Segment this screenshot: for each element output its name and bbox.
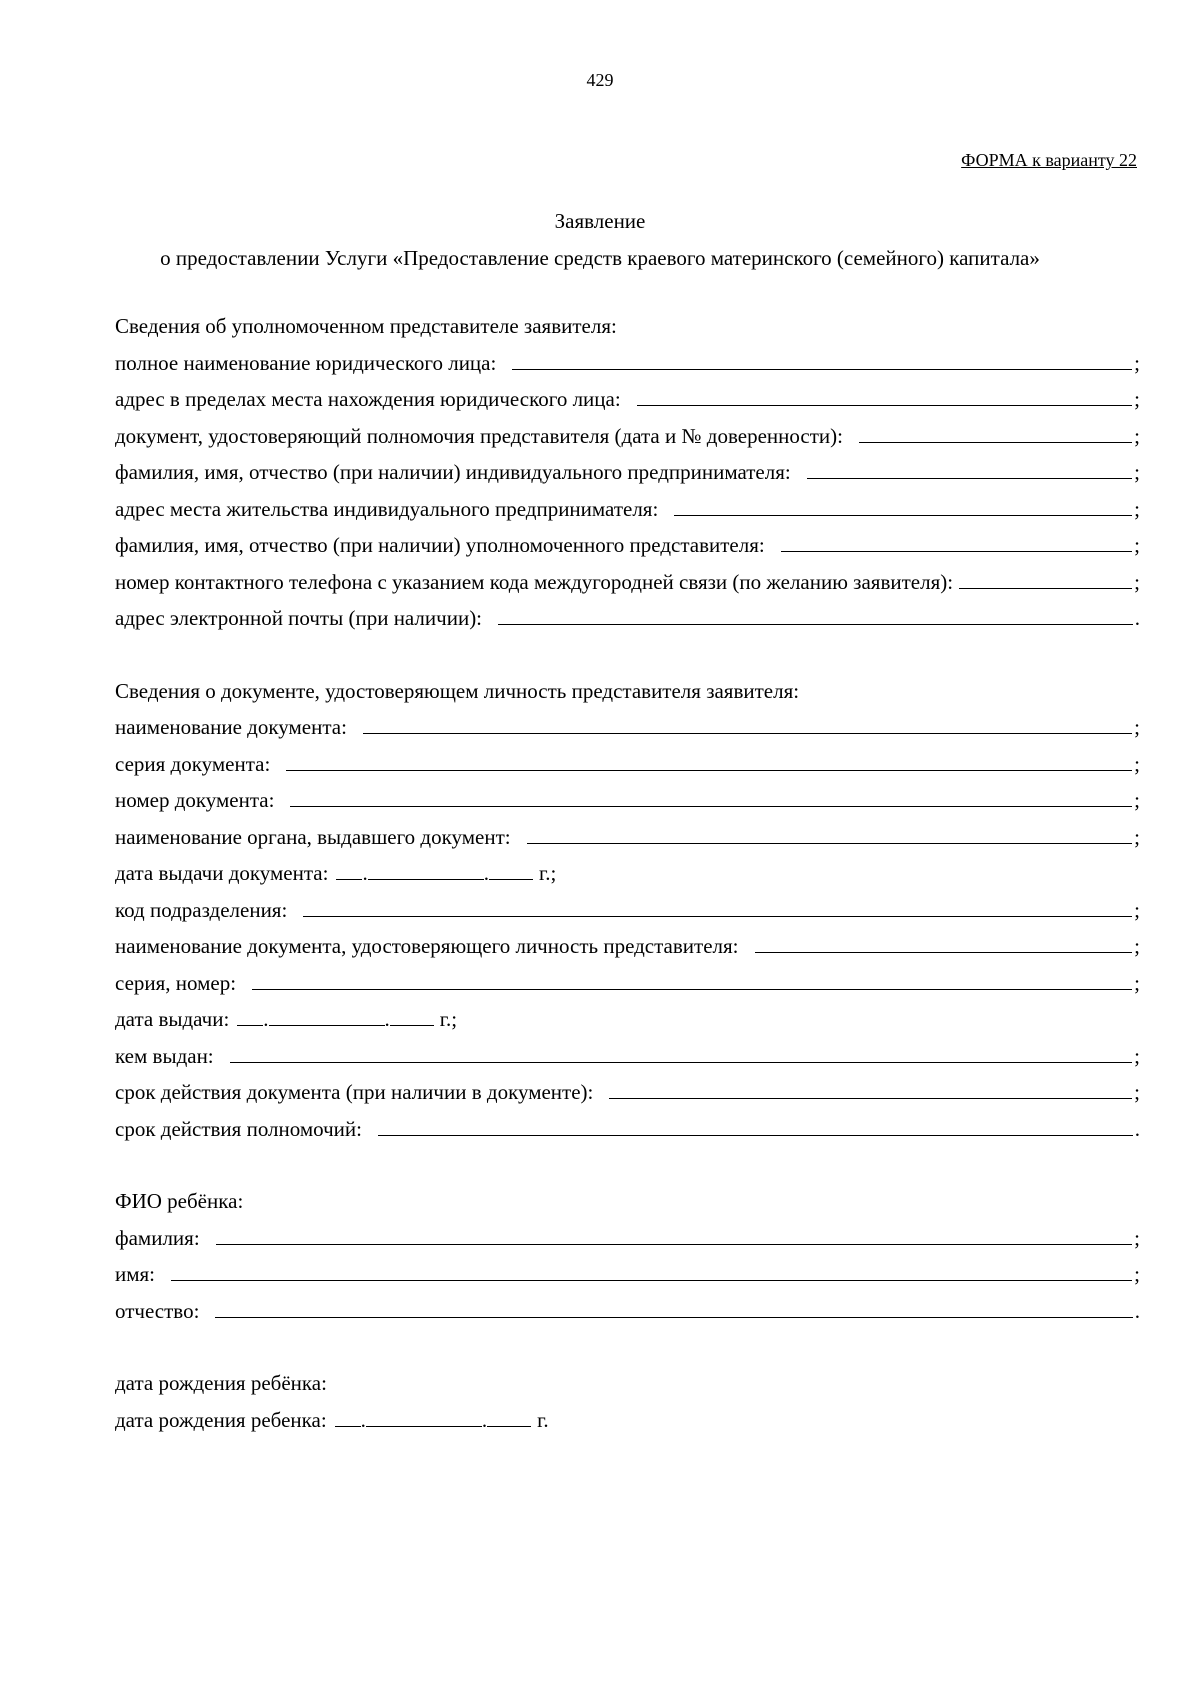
field-representative-document-name bbox=[115, 934, 1140, 971]
field-end: ; bbox=[1134, 460, 1140, 484]
field-label: серия, номер: bbox=[115, 970, 237, 995]
fill-line[interactable] bbox=[378, 1117, 1133, 1136]
field-child-patronymic bbox=[115, 1299, 1140, 1336]
field-child-first-name bbox=[115, 1262, 1140, 1299]
fill-line[interactable] bbox=[303, 898, 1132, 917]
section-heading-identity-document: Сведения о документе, удостоверяющем личность представителя заявителя: bbox=[115, 678, 800, 703]
year-blank[interactable] bbox=[489, 861, 533, 880]
field-label: фамилия: bbox=[115, 1225, 200, 1250]
field-label: адрес места жительства индивидуального предпринимателя: bbox=[115, 496, 659, 521]
field-end: ; bbox=[1134, 824, 1140, 849]
fill-line[interactable] bbox=[230, 1044, 1133, 1063]
form-label: ФОРМА к варианту 22 bbox=[961, 150, 1137, 170]
section-heading-representative: Сведения об уполномоченном представителе заявителя: bbox=[115, 314, 617, 338]
field-division-code bbox=[115, 898, 1140, 935]
document-subtitle: о предоставлении Услуги «Предоставление средств краевого материнского (семейного) капитала» bbox=[160, 246, 1040, 270]
field-email bbox=[115, 606, 1140, 643]
field-end: ; bbox=[1134, 788, 1140, 812]
field-label: дата выдачи документа: bbox=[115, 861, 329, 885]
field-power-of-attorney bbox=[115, 424, 1140, 461]
field-label: адрес электронной почты (при наличии): bbox=[115, 606, 483, 630]
field-label: серия документа: bbox=[115, 751, 271, 776]
field-end: ; bbox=[1134, 496, 1140, 521]
field-end: ; bbox=[1134, 387, 1140, 411]
fill-line[interactable] bbox=[290, 788, 1132, 807]
field-end: ; bbox=[1134, 350, 1140, 375]
field-end: ; bbox=[1134, 423, 1140, 448]
document-title: Заявление bbox=[554, 209, 646, 233]
field-label: номер контактного телефона с указанием кода междугородней связи (по желанию заявителя): bbox=[115, 569, 954, 594]
field-label: наименование документа: bbox=[115, 715, 347, 739]
field-representative-name bbox=[115, 533, 1140, 570]
field-authority-validity bbox=[115, 1117, 1140, 1154]
field-end: ; bbox=[1134, 970, 1140, 995]
field-end: . bbox=[1134, 606, 1140, 630]
fill-line[interactable] bbox=[286, 752, 1132, 771]
fill-line[interactable] bbox=[959, 570, 1132, 589]
field-end: ; bbox=[1134, 533, 1140, 557]
day-blank[interactable] bbox=[335, 1408, 361, 1427]
field-issue-date: дата выдачи документа: . . г.; bbox=[115, 861, 557, 885]
field-label: кем выдан: bbox=[115, 1043, 214, 1068]
field-end: ; bbox=[1134, 1043, 1140, 1068]
field-label: полное наименование юридического лица: bbox=[115, 350, 497, 375]
field-document-series bbox=[115, 752, 1140, 789]
day-blank[interactable] bbox=[336, 861, 362, 880]
field-label: наименование документа, удостоверяющего личность представителя: bbox=[115, 934, 739, 958]
field-phone bbox=[115, 570, 1140, 607]
fill-line[interactable] bbox=[512, 351, 1132, 370]
fill-line[interactable] bbox=[755, 934, 1133, 953]
fill-line[interactable] bbox=[609, 1080, 1132, 1099]
year-blank[interactable] bbox=[390, 1007, 434, 1026]
field-document-number bbox=[115, 788, 1140, 825]
date-suffix: г. bbox=[537, 1407, 549, 1432]
month-blank[interactable] bbox=[368, 861, 484, 880]
field-end: ; bbox=[1134, 897, 1140, 922]
field-label: имя: bbox=[115, 1262, 156, 1286]
field-label: фамилия, имя, отчество (при наличии) уполномоченного представителя: bbox=[115, 533, 765, 557]
field-label: фамилия, имя, отчество (при наличии) индивидуального предпринимателя: bbox=[115, 460, 791, 484]
field-label: дата выдачи: bbox=[115, 1007, 230, 1031]
field-issued-by bbox=[115, 1044, 1140, 1081]
section-heading-child-name: ФИО ребёнка: bbox=[115, 1189, 244, 1213]
field-label: срок действия документа (при наличии в документе): bbox=[115, 1080, 594, 1104]
field-end: ; bbox=[1134, 1262, 1140, 1286]
field-issuing-authority bbox=[115, 825, 1140, 862]
field-legal-entity-name bbox=[115, 351, 1140, 388]
field-label: код подразделения: bbox=[115, 897, 288, 922]
year-blank[interactable] bbox=[487, 1408, 531, 1427]
fill-line[interactable] bbox=[252, 971, 1132, 990]
fill-line[interactable] bbox=[171, 1262, 1132, 1281]
field-series-number bbox=[115, 971, 1140, 1008]
field-end: ; bbox=[1134, 1080, 1140, 1104]
month-blank[interactable] bbox=[366, 1408, 482, 1427]
field-entrepreneur-address bbox=[115, 497, 1140, 534]
section-heading-birth-date: дата рождения ребёнка: bbox=[115, 1371, 327, 1395]
field-end: ; bbox=[1134, 751, 1140, 776]
fill-line[interactable] bbox=[498, 606, 1133, 625]
field-label: номер документа: bbox=[115, 788, 275, 812]
field-end: ; bbox=[1134, 569, 1140, 594]
fill-line[interactable] bbox=[363, 715, 1132, 734]
field-end: . bbox=[1134, 1116, 1140, 1141]
fill-line[interactable] bbox=[637, 387, 1132, 406]
field-label: документ, удостоверяющий полномочия представителя (дата и № доверенности): bbox=[115, 423, 843, 448]
field-label: адрес в пределах места нахождения юридического лица: bbox=[115, 387, 621, 411]
field-child-birth-date: дата рождения ребенка: . . г. bbox=[115, 1407, 549, 1432]
page-number: 429 bbox=[586, 70, 614, 90]
fill-line[interactable] bbox=[807, 460, 1132, 479]
fill-line[interactable] bbox=[215, 1299, 1132, 1318]
fill-line[interactable] bbox=[527, 825, 1133, 844]
field-document-name bbox=[115, 715, 1140, 752]
field-label: срок действия полномочий: bbox=[115, 1116, 362, 1141]
field-end: . bbox=[1134, 1298, 1140, 1323]
field-legal-entity-address bbox=[115, 387, 1140, 424]
field-issue-date-2: дата выдачи: . . г.; bbox=[115, 1007, 458, 1031]
field-end: ; bbox=[1134, 715, 1140, 739]
month-blank[interactable] bbox=[269, 1007, 385, 1026]
date-suffix: г.; bbox=[439, 1007, 458, 1031]
fill-line[interactable] bbox=[859, 424, 1132, 443]
field-end: ; bbox=[1134, 934, 1140, 958]
form-body bbox=[115, 314, 1140, 1444]
fill-line[interactable] bbox=[781, 533, 1132, 552]
field-label: дата рождения ребенка: bbox=[115, 1407, 327, 1432]
field-document-validity bbox=[115, 1080, 1140, 1117]
field-child-surname bbox=[115, 1226, 1140, 1263]
fill-line[interactable] bbox=[216, 1226, 1132, 1245]
field-entrepreneur-name bbox=[115, 460, 1140, 497]
field-label: отчество: bbox=[115, 1298, 200, 1323]
field-end: ; bbox=[1134, 1225, 1140, 1250]
day-blank[interactable] bbox=[237, 1007, 263, 1026]
field-label: наименование органа, выдавшего документ: bbox=[115, 824, 511, 849]
date-suffix: г.; bbox=[538, 861, 557, 885]
fill-line[interactable] bbox=[674, 497, 1132, 516]
